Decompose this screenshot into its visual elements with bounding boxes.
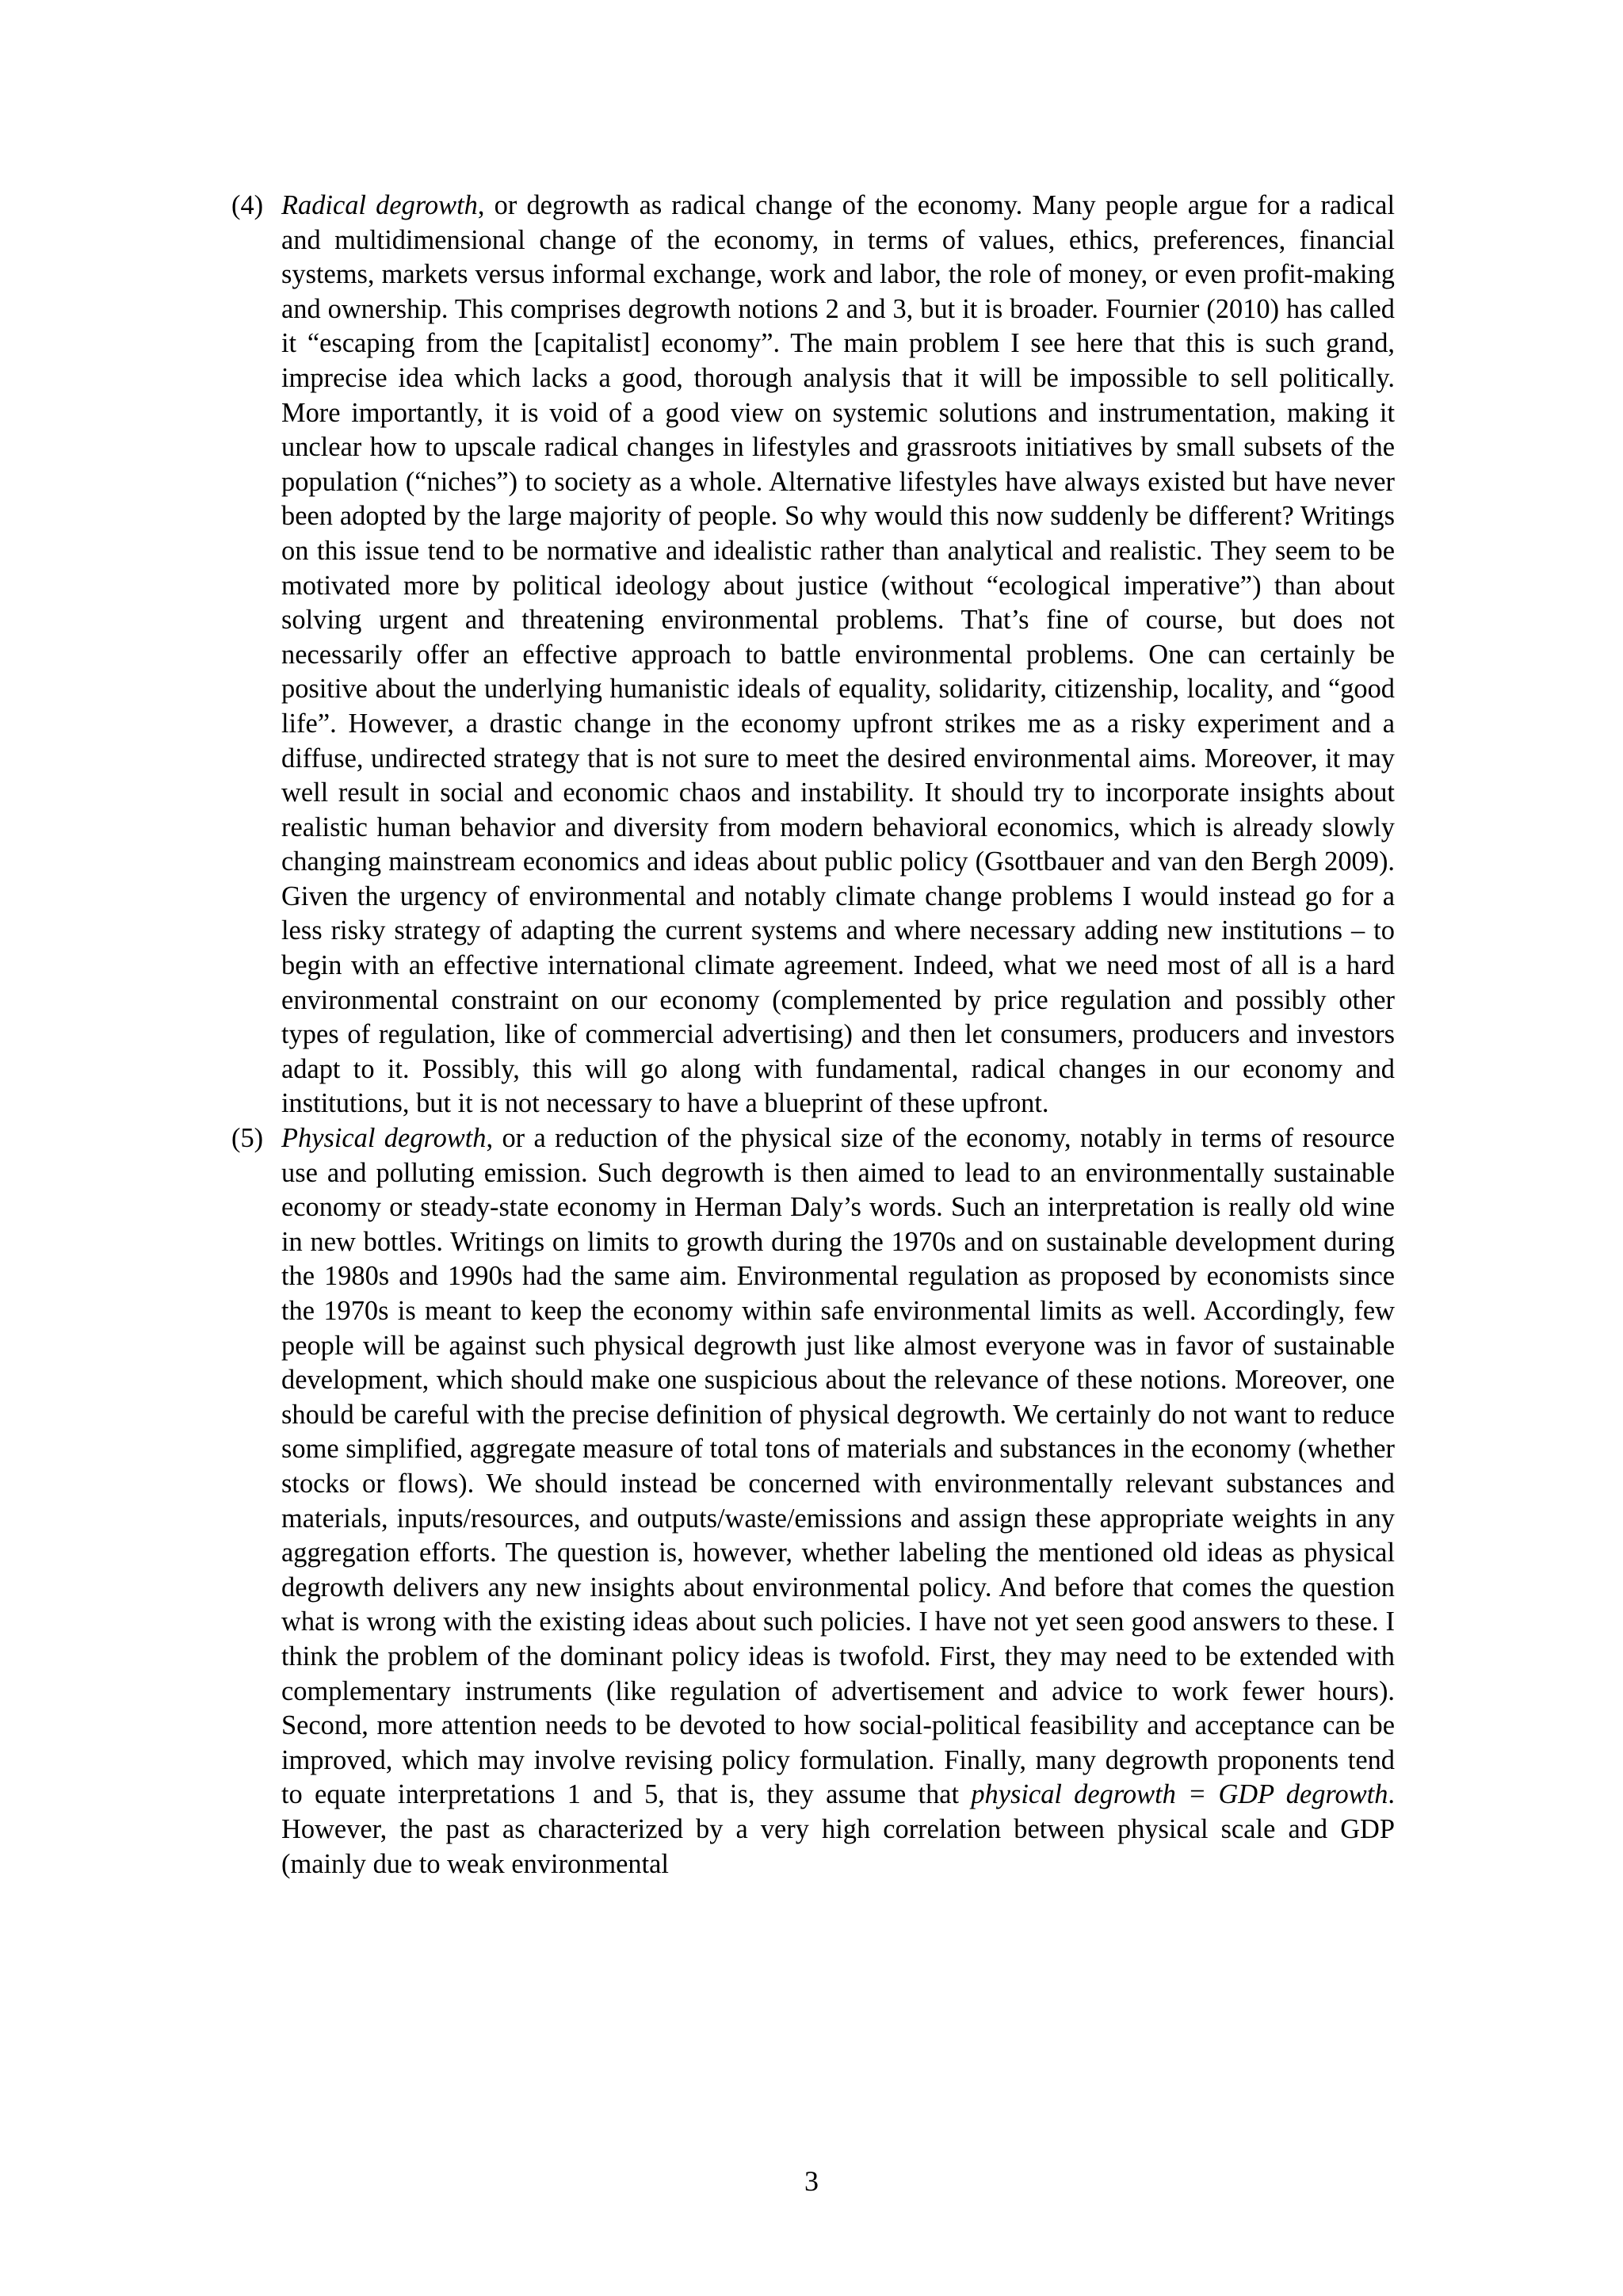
item-term: Radical degrowth [281,190,478,220]
item-body: , or a reduction of the physical size of the economy, notably in terms of resource use and polluting emission. Such degrowth is then aimed to lead to an environmentally sustainable economy or steady-state economy in Herman Daly’s words. Such an interpretation is really old wine in new bottles. Writings on limits to growth during the 1970s and on sustainable development during the 1980s and 1990s had the same aim. Environmental regulation as proposed by economists since the 1970s is meant to keep the economy within safe environmental limits as well. Accordingly, few people will be against such physical degrowth just like almost everyone was in favor of sustainable development, which should make one suspicious about the relevance of these notions. Moreover, one should be careful with the precise definition of physical degrowth. We certainly do not want to reduce some simplified, aggregate measure of total tons of materials and substances in the economy (whether stocks or flows). We should instead be concerned with environmentally relevant substances and materials, inputs/resources, and outputs/waste/emissions and assign these appropriate weights in any aggregation efforts. The question is, however, whether labeling the mentioned old ideas as physical degrowth delivers any new insights about environmental policy. And before that comes the question what is wrong with the existing ideas about such policies. I have not yet seen good answers to these. I think the problem of the dominant policy ideas is twofold. First, they may need to be extended with complementary instruments (like regulation of advertisement and advice to work fewer hours). Second, more attention needs to be devoted to how social-political feasibility and acceptance can be improved, which may involve revising policy formulation. Finally, many degrowth proponents tend to equate interpretations 1 and 5, that is, they assume that [281,1123,1395,1810]
item-body: , or degrowth as radical change of the economy. Many people argue for a radical and multidimensional change of the economy, in terms of values, ethics, preferences, financial systems, markets versus informal exchange, work and labor, the role of money, or even profit-making and ownership. This comprises degrowth notions 2 and 3, but it is broader. Fournier (2010) has called it “escaping from the [capitalist] economy”. The main problem I see here that this is such grand, imprecise idea which lacks a good, thorough analysis that it will be impossible to sell politically. More importantly, it is void of a good view on systemic solutions and instrumentation, making it unclear how to upscale radical changes in lifestyles and grassroots initiatives by small subsets of the population (“niches”) to society as a whole. Alternative lifestyles have always existed but have never been adopted by the large majority of people. So why would this now suddenly be different? Writings on this issue tend to be normative and idealistic rather than analytical and realistic. They seem to be motivated more by political ideology about justice (without “ecological imperative”) than about solving urgent and threatening environmental problems. That’s fine of course, but does not necessarily offer an effective approach to battle environmental problems. One can certainly be positive about the underlying humanistic ideals of equality, solidarity, citizenship, locality, and “good life”. However, a drastic change in the economy upfront strikes me as a risky experiment and a diffuse, undirected strategy that is not sure to meet the desired environmental aims. Moreover, it may well result in social and economic chaos and instability. It should try to incorporate insights about realistic human behavior and diversity from modern behavioral economics, which is already slowly changing mainstream economics and ideas about public policy (Gsottbauer and van den Bergh 2009). Given the urgency of environmental and notably climate change problems I would instead go for a less risky strategy of adapting the current systems and where necessary adding new institutions – to begin with an effective international climate agreement. Indeed, what we need most of all is a hard environmental constraint on our economy (complemented by price regulation and possibly other types of regulation, like of commercial advertising) and then let consumers, producers and investors adapt to it. Possibly, this will go along with fundamental, radical changes in our economy and institutions, but it is not necessary to have a blueprint of these upfront. [281,190,1396,1119]
item-term: Physical degrowth [281,1123,487,1154]
item-number: (5) [231,1123,264,1154]
page-number: 3 [804,2165,819,2197]
list-item-physical-degrowth [231,1121,1395,1881]
item-body-continued: . However, the past as characterized by a very high correlation between physical scale and GDP (mainly due to weak environmental [281,1779,1396,1879]
list-item-radical-degrowth [231,189,1395,1121]
item-number: (4) [231,190,264,220]
enumerated-list [231,189,1395,1881]
item-emphasis: physical degrowth = GDP degrowth [971,1779,1388,1810]
